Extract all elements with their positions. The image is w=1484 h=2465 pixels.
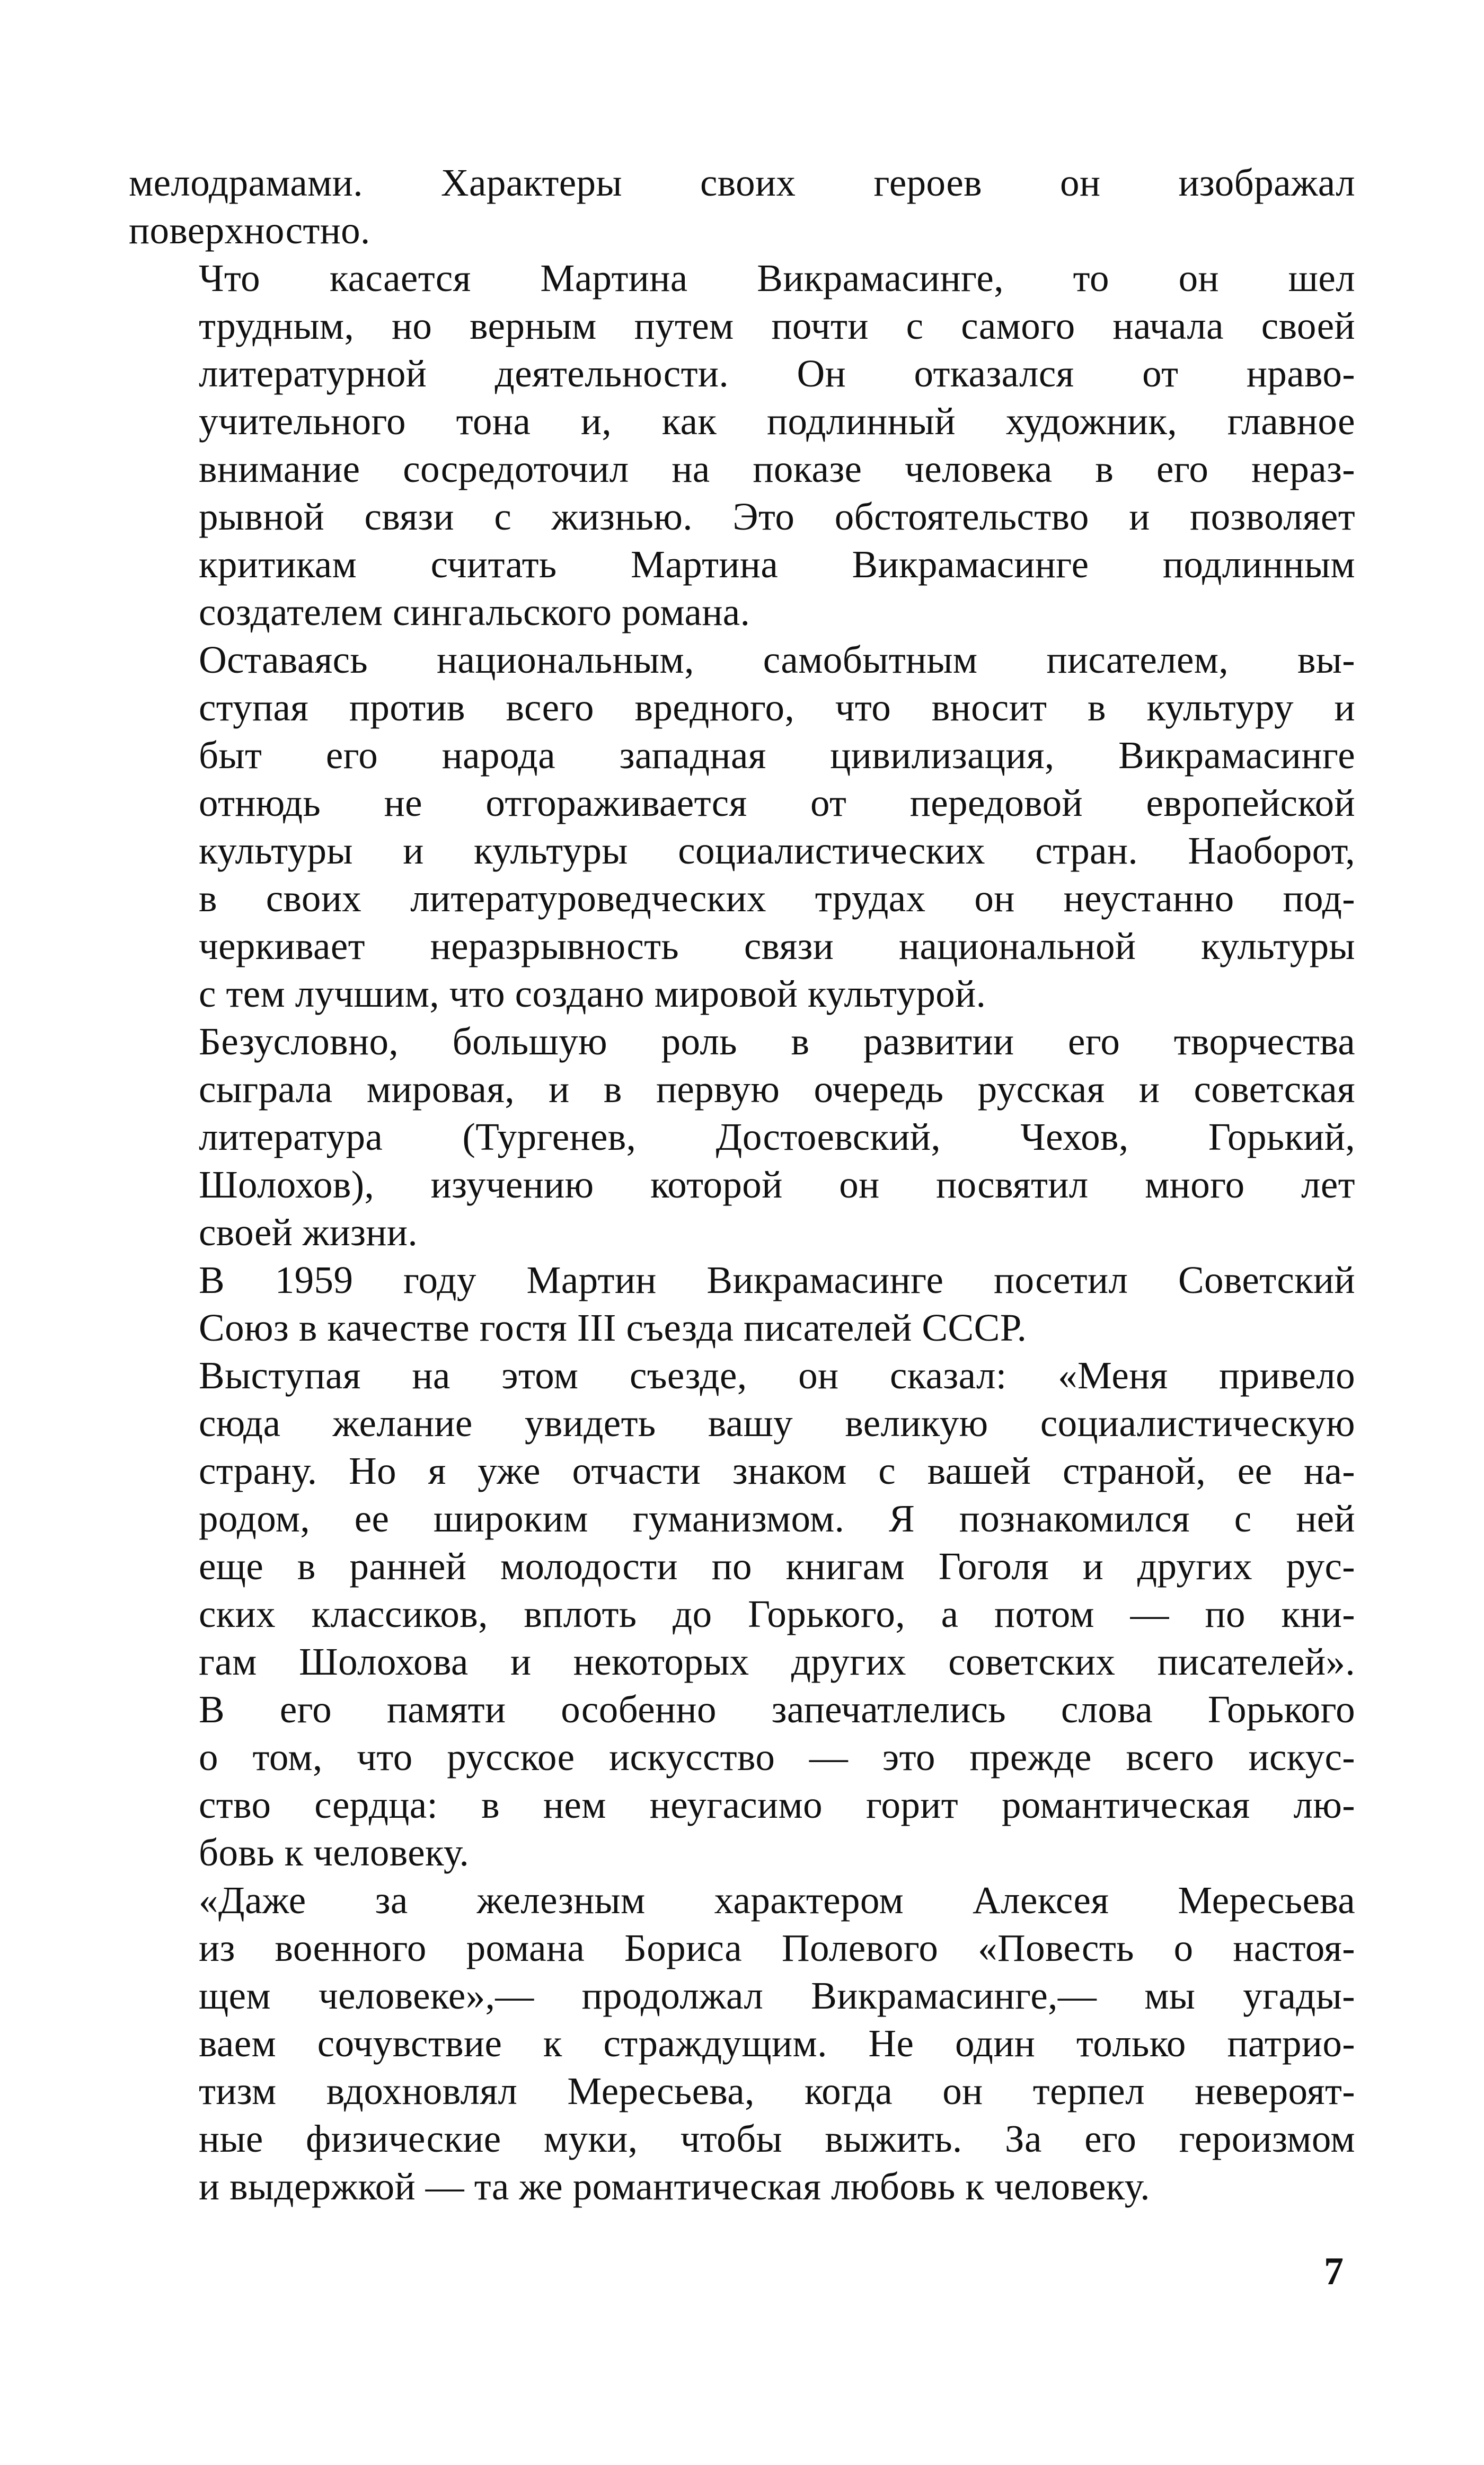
text-line: культуры и культуры социалистических стран. Наоборот, (199, 829, 1355, 872)
page-number: 7 (1324, 2250, 1344, 2293)
text-line: быт его народа западная цивилизация, Викрамасинге (199, 734, 1355, 777)
text-line: Шолохов), изучению которой он посвятил много лет (199, 1163, 1355, 1206)
text-line: гам Шолохова и некоторых других советских писателей». (199, 1640, 1355, 1683)
paragraph (129, 1018, 1355, 1256)
text-line: ваем сочувствие к страждущим. Не один только патрио- (199, 2022, 1355, 2065)
text-line: ство сердца: в нем неугасимо горит романтическая лю- (199, 1783, 1355, 1826)
text-line: трудным, но верным путем почти с самого начала своей (199, 304, 1355, 347)
text-line: ступая против всего вредного, что вносит в культуру и (199, 686, 1355, 729)
text-line: учительного тона и, как подлинный художник, главное (199, 400, 1355, 443)
text-line: В его памяти особенно запечатлелись слова Горького (199, 1688, 1355, 1731)
text-line: в своих литературоведческих трудах он неустанно под- (199, 877, 1355, 920)
text-line: из военного романа Бориса Полевого «Повесть о настоя- (199, 1926, 1355, 1969)
text-line: сюда желание увидеть вашу великую социалистическую (199, 1402, 1355, 1445)
text-line: внимание сосредоточил на показе человека в его нераз- (199, 447, 1355, 490)
text-line: ные физические муки, чтобы выжить. За его героизмом (199, 2117, 1355, 2160)
text-line: бовь к человеку. (199, 1831, 470, 1874)
paragraph (129, 636, 1355, 1018)
text-line: с тем лучшим, что создано мировой культурой. (199, 972, 986, 1015)
paragraph (129, 254, 1355, 636)
text-line: тизм вдохновлял Мересьева, когда он терпел невероят- (199, 2070, 1355, 2112)
paragraph (129, 1256, 1355, 1352)
text-line: отнюдь не отгораживается от передовой европейской (199, 781, 1355, 824)
text-line: о том, что русское искусство — это прежде всего искус- (199, 1736, 1355, 1779)
text-line: Союз в качестве гостя III съезда писателей СССР. (199, 1306, 1027, 1349)
text-line: ских классиков, вплоть до Горького, а потом — по кни- (199, 1592, 1355, 1635)
text-line: литература (Тургенев, Достоевский, Чехов, Горький, (199, 1115, 1355, 1158)
text-line: страну. Но я уже отчасти знаком с вашей страной, ее на- (199, 1449, 1355, 1492)
text-line: щем человеке»,— продолжал Викрамасинге,— мы угады- (199, 1974, 1355, 2017)
text-line: В 1959 году Мартин Викрамасинге посетил Советский (199, 1258, 1355, 1301)
text-line: литературной деятельности. Он отказался от нраво- (199, 352, 1355, 395)
text-line: рывной связи с жизнью. Это обстоятельство и позволяет (199, 495, 1355, 538)
text-line: Что касается Мартина Викрамасинге, то он шел (199, 257, 1355, 300)
text-line: Выступая на этом съезде, он сказал: «Меня привело (199, 1354, 1355, 1397)
text-line: Безусловно, большую роль в развитии его творчества (199, 1020, 1355, 1063)
text-line: «Даже за железным характером Алексея Мересьева (199, 1879, 1355, 1922)
text-line: поверхностно. (129, 209, 370, 252)
text-line: Оставаясь национальным, самобытным писателем, вы- (199, 638, 1355, 681)
text-line: критикам считать Мартина Викрамасинге подлинным (199, 543, 1355, 586)
text-line: еще в ранней молодости по книгам Гоголя и других рус- (199, 1545, 1355, 1588)
text-line: родом, ее широким гуманизмом. Я познакомился с ней (199, 1497, 1355, 1540)
text-line: своей жизни. (199, 1211, 418, 1254)
text-line: создателем сингальского романа. (199, 591, 750, 633)
text-line: сыграла мировая, и в первую очередь русская и советская (199, 1068, 1355, 1111)
page-body (129, 159, 1355, 2211)
paragraph (129, 1877, 1355, 2211)
text-line: черкивает неразрывность связи национальной культуры (199, 925, 1355, 967)
paragraph (129, 1352, 1355, 1877)
text-line: мелодрамами. Характеры своих героев он изображал (129, 161, 1355, 204)
text-line: и выдержкой — та же романтическая любовь к человеку. (199, 2165, 1150, 2208)
paragraph (129, 159, 1355, 254)
